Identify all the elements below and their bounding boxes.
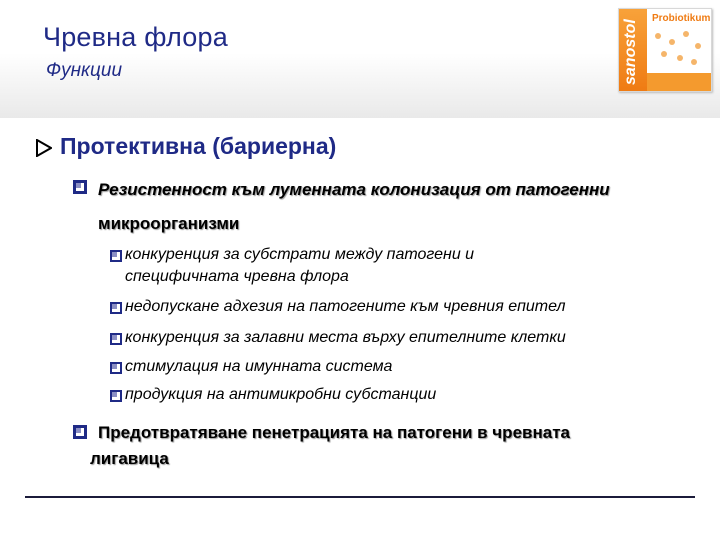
header-bar [0,0,720,118]
sub-list-item-text-cont: специфичната чревна флора [125,268,349,285]
section-heading [36,133,336,160]
product-pattern [653,29,705,69]
section-heading-text: Протективна (бариерна) [60,133,337,159]
square-bullet-icon [73,425,87,439]
arrow-bullet-icon [36,139,52,157]
product-stripe [647,73,711,91]
list-item-text-cont: микроорганизми [98,214,240,233]
square-bullet-icon [110,333,122,345]
bottom-divider [25,496,695,498]
product-brand-text: sanostol [622,19,639,85]
sub-list-item-text: недопускане адхезия на патогените към чревния епител [125,298,566,315]
square-bullet-icon [110,390,122,402]
list-item-text-cont: лигавица [90,449,169,468]
sub-list-item-text: конкуренция за залавни места върху епителните клетки [125,329,566,346]
square-bullet-icon [110,362,122,374]
sub-list-item-text: конкуренция за субстрати между патогени и [125,246,475,263]
sub-list-item-text: стимулация на имунната система [125,358,393,375]
square-bullet-icon [110,302,122,314]
square-bullet-icon [110,250,122,262]
slide-subtitle: Функции [46,60,123,81]
slide-title: Чревна флора [43,22,228,52]
product-image [618,8,712,92]
list-item-text: Предотвратяване пенетрацията на патогени в чревната [98,423,570,442]
square-bullet-icon [73,180,87,194]
list-item-text: Резистенност към луменната колонизация от патогенни [98,180,610,199]
product-label-text: Probiotikum [652,13,711,24]
sub-list-item-text: продукция на антимикробни субстанции [125,386,437,403]
